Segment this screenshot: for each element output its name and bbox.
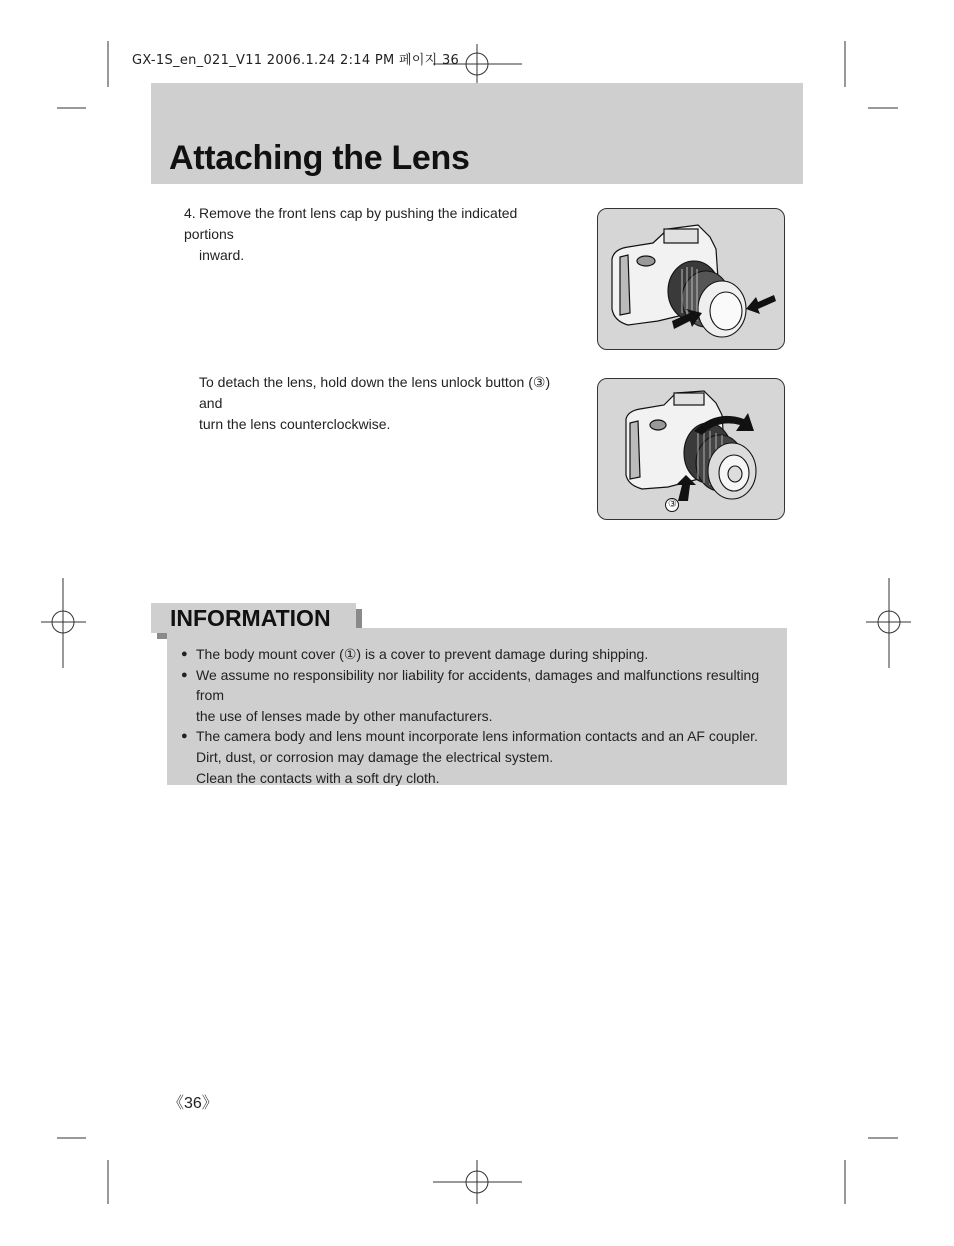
list-item-line: Clean the contacts with a soft dry cloth. — [196, 769, 440, 786]
camera-lens-cap-illustration — [598, 209, 784, 349]
print-header: GX-1S_en_021_V11 2006.1.24 2:14 PM 페이지 36 — [132, 53, 460, 68]
detach-lens-figure — [597, 378, 785, 520]
list-item-line: Dirt, dust, or corrosion may damage the electrical system. — [196, 748, 554, 765]
bullet-icon: ● — [181, 668, 188, 681]
information-heading: INFORMATION — [170, 605, 331, 631]
bullet-icon: ● — [181, 648, 188, 660]
step-number: 4. — [184, 205, 196, 221]
list-item-line: The body mount cover (①) is a cover to prevent damage during shipping. — [196, 646, 649, 662]
page-title: Attaching the Lens — [169, 139, 470, 177]
bullet-icon: ● — [181, 730, 188, 743]
list-item — [181, 726, 781, 788]
step-4-line-2: inward. — [199, 247, 245, 263]
list-item-line: The camera body and lens mount incorporate lens information contacts and an AF coupler. — [196, 728, 758, 745]
list-item-line: We assume no responsibility nor liability for accidents, damages and malfunctions resulting from — [196, 666, 760, 704]
detach-line-1: To detach the lens, hold down the lens unlock button (③) and — [199, 374, 551, 411]
step-4-line-1: Remove the front lens cap by pushing the indicated portions — [184, 205, 518, 242]
unlock-button-callout: ③ — [668, 499, 677, 510]
list-item — [181, 644, 781, 665]
step-4-text — [184, 203, 564, 266]
camera-detach-illustration — [598, 379, 784, 519]
list-item — [181, 665, 781, 727]
information-list — [181, 644, 781, 788]
list-item-line: the use of lenses made by other manufacturers. — [196, 707, 493, 724]
detach-line-2: turn the lens counterclockwise. — [199, 416, 391, 432]
detach-instructions — [199, 372, 569, 435]
lens-cap-figure — [597, 208, 785, 350]
page-number: 《36》 — [168, 1095, 218, 1112]
